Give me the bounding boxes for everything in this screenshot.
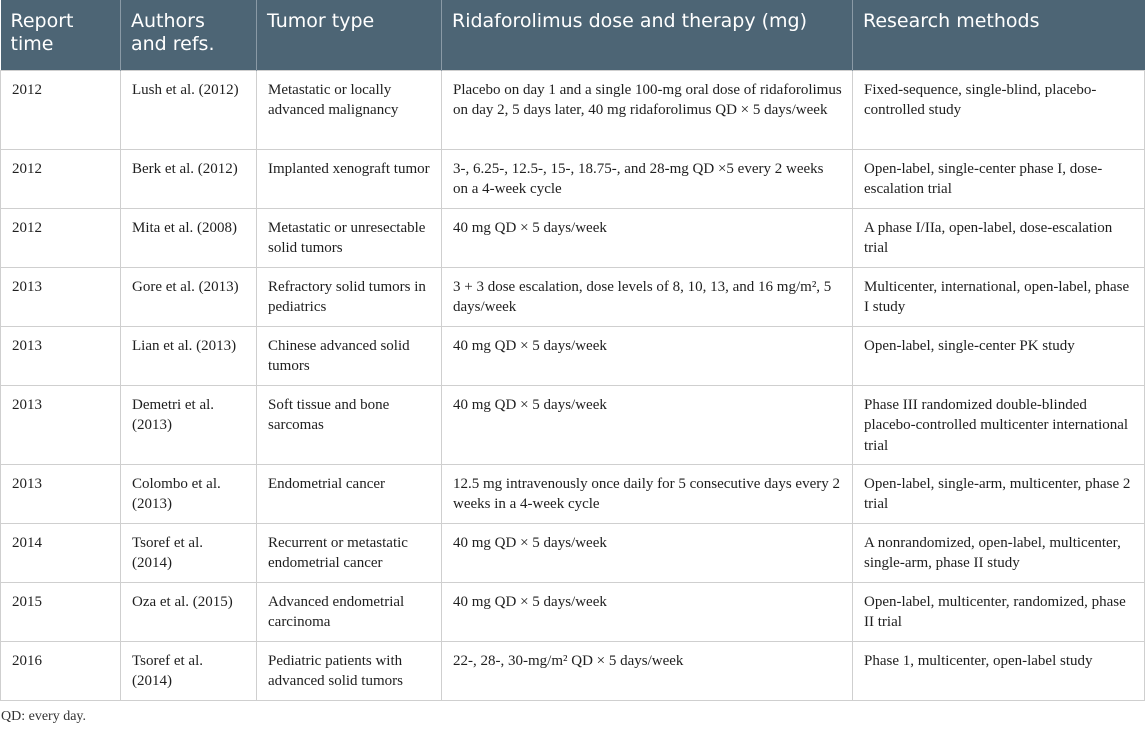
table-row bbox=[1, 149, 1145, 208]
cell-tumor-type: Implanted xenograft tumor bbox=[257, 149, 442, 208]
cell-research-methods: Phase III randomized double-blinded placebo-controlled multicenter international trial bbox=[853, 385, 1145, 464]
cell-tumor-type: Refractory solid tumors in pediatrics bbox=[257, 267, 442, 326]
cell-research-methods: Open-label, single-center PK study bbox=[853, 326, 1145, 385]
cell-dose-therapy: 40 mg QD × 5 days/week bbox=[442, 582, 853, 641]
table-row bbox=[1, 267, 1145, 326]
table-row bbox=[1, 582, 1145, 641]
cell-dose-therapy: 3 + 3 dose escalation, dose levels of 8, 10, 13, and 16 mg/m², 5 days/week bbox=[442, 267, 853, 326]
cell-research-methods: Open-label, multicenter, randomized, phase II trial bbox=[853, 582, 1145, 641]
cell-dose-therapy: 40 mg QD × 5 days/week bbox=[442, 326, 853, 385]
cell-research-methods: A phase I/IIa, open-label, dose-escalation trial bbox=[853, 208, 1145, 267]
cell-authors: Mita et al. (2008) bbox=[121, 208, 257, 267]
cell-tumor-type: Chinese advanced solid tumors bbox=[257, 326, 442, 385]
cell-authors: Lush et al. (2012) bbox=[121, 70, 257, 149]
cell-research-methods: Fixed-sequence, single-blind, placebo-controlled study bbox=[853, 70, 1145, 149]
cell-authors: Lian et al. (2013) bbox=[121, 326, 257, 385]
cell-tumor-type: Recurrent or metastatic endometrial cancer bbox=[257, 523, 442, 582]
cell-tumor-type: Metastatic or unresectable solid tumors bbox=[257, 208, 442, 267]
header-research-methods: Research methods bbox=[853, 0, 1145, 70]
table-row bbox=[1, 208, 1145, 267]
header-authors: Authors and refs. bbox=[121, 0, 257, 70]
cell-research-methods: Multicenter, international, open-label, phase I study bbox=[853, 267, 1145, 326]
table-header bbox=[1, 0, 1145, 70]
cell-research-methods: Open-label, single-arm, multicenter, phase 2 trial bbox=[853, 464, 1145, 523]
header-report-time: Report time bbox=[10, 10, 74, 55]
cell-report-time: 2014 bbox=[1, 523, 121, 582]
cell-report-time: 2013 bbox=[1, 385, 121, 464]
cell-dose-therapy: 40 mg QD × 5 days/week bbox=[442, 385, 853, 464]
cell-report-time: 2012 bbox=[1, 70, 121, 149]
cell-authors: Tsoref et al. (2014) bbox=[121, 523, 257, 582]
table-row bbox=[1, 70, 1145, 149]
cell-dose-therapy: 22-, 28-, 30-mg/m² QD × 5 days/week bbox=[442, 641, 853, 700]
cell-tumor-type: Endometrial cancer bbox=[257, 464, 442, 523]
cell-tumor-type: Pediatric patients with advanced solid tumors bbox=[257, 641, 442, 700]
cell-report-time: 2013 bbox=[1, 464, 121, 523]
cell-report-time: 2012 bbox=[1, 208, 121, 267]
cell-report-time: 2015 bbox=[1, 582, 121, 641]
header-dose-therapy: Ridaforolimus dose and therapy (mg) bbox=[442, 0, 853, 70]
cell-report-time: 2012 bbox=[1, 149, 121, 208]
table-row bbox=[1, 385, 1145, 464]
cell-research-methods: A nonrandomized, open-label, multicenter, single-arm, phase II study bbox=[853, 523, 1145, 582]
cell-dose-therapy: Placebo on day 1 and a single 100-mg oral dose of ridaforolimus on day 2, 5 days later, 40 mg ridaforolimus QD × 5 days/week bbox=[442, 70, 853, 149]
cell-tumor-type: Soft tissue and bone sarcomas bbox=[257, 385, 442, 464]
table-row bbox=[1, 326, 1145, 385]
cell-research-methods: Phase 1, multicenter, open-label study bbox=[853, 641, 1145, 700]
table-row bbox=[1, 464, 1145, 523]
cell-authors: Colombo et al. (2013) bbox=[121, 464, 257, 523]
cell-authors: Oza et al. (2015) bbox=[121, 582, 257, 641]
header-tumor-type: Tumor type bbox=[257, 0, 442, 70]
cell-dose-therapy: 12.5 mg intravenously once daily for 5 consecutive days every 2 weeks in a 4-week cycle bbox=[442, 464, 853, 523]
cell-tumor-type: Metastatic or locally advanced malignancy bbox=[257, 70, 442, 149]
cell-authors: Demetri et al. (2013) bbox=[121, 385, 257, 464]
header-row bbox=[1, 0, 1145, 70]
table-body bbox=[1, 70, 1145, 700]
table-row bbox=[1, 523, 1145, 582]
cell-authors: Tsoref et al. (2014) bbox=[121, 641, 257, 700]
cell-authors: Gore et al. (2013) bbox=[121, 267, 257, 326]
cell-research-methods: Open-label, single-center phase I, dose-escalation trial bbox=[853, 149, 1145, 208]
cell-report-time: 2013 bbox=[1, 267, 121, 326]
cell-authors: Berk et al. (2012) bbox=[121, 149, 257, 208]
cell-dose-therapy: 3-, 6.25-, 12.5-, 15-, 18.75-, and 28-mg QD ×5 every 2 weeks on a 4-week cycle bbox=[442, 149, 853, 208]
table-row bbox=[1, 641, 1145, 700]
cell-report-time: 2016 bbox=[1, 641, 121, 700]
cell-dose-therapy: 40 mg QD × 5 days/week bbox=[442, 208, 853, 267]
cell-dose-therapy: 40 mg QD × 5 days/week bbox=[442, 523, 853, 582]
cell-report-time: 2013 bbox=[1, 326, 121, 385]
cell-tumor-type: Advanced endometrial carcinoma bbox=[257, 582, 442, 641]
table-footnote: QD: every day. bbox=[1, 708, 87, 724]
